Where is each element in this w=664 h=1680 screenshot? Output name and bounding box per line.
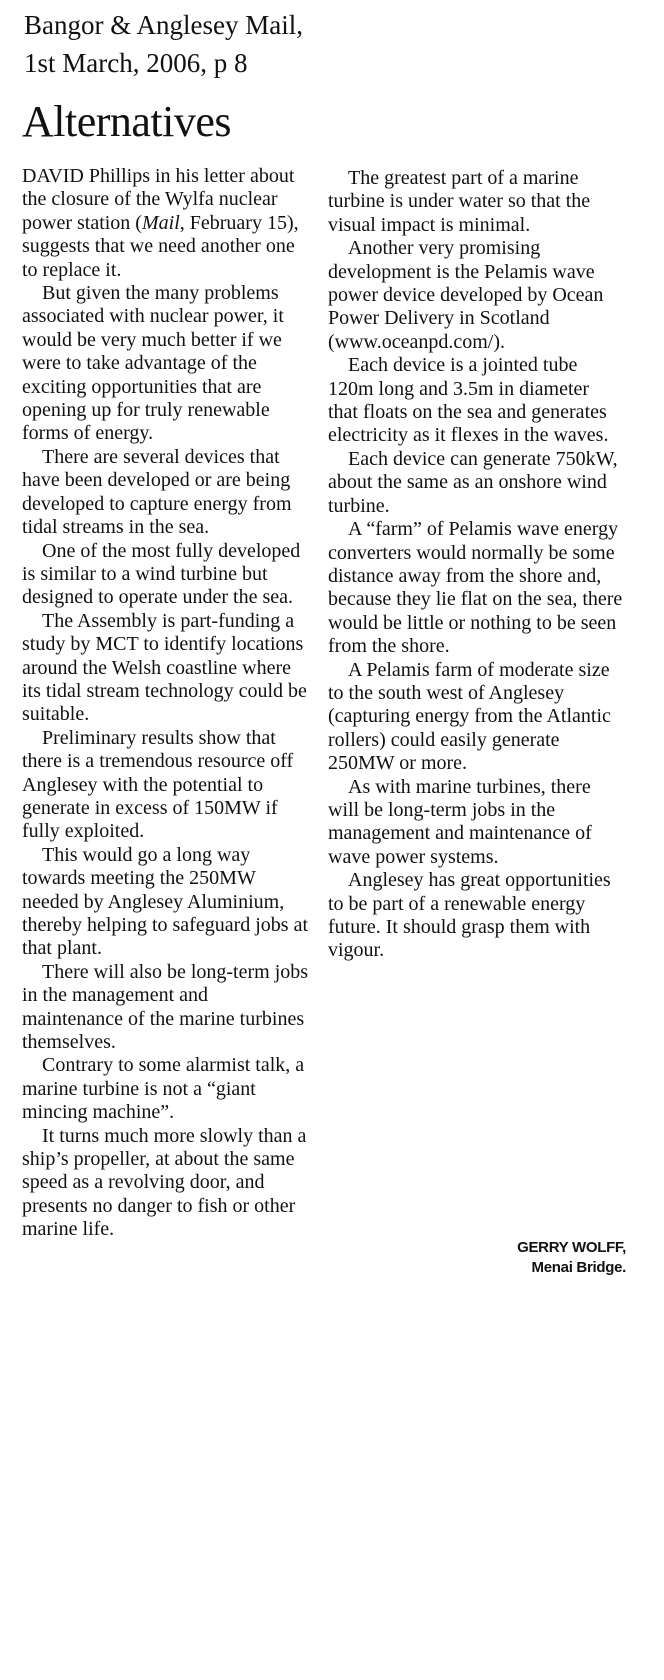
- source-line-publication: Bangor & Anglesey Mail,: [24, 10, 303, 40]
- source-citation: [24, 6, 644, 82]
- article-column-1: [22, 165, 312, 1242]
- paragraph: The greatest part of a marine turbine is under water so that the visual impact is minimal.: [328, 167, 591, 236]
- paragraph: One of the most fully developed is similar to a wind turbine but designed to operate under the sea.: [22, 539, 301, 609]
- paragraph: Each device can generate 750kW, about the same as an onshore wind turbine.: [328, 447, 618, 517]
- paragraph: A Pelamis farm of moderate size to the south west of Anglesey (capturing energy from the Atlantic rollers) could easily generate 250MW or more.: [328, 658, 611, 775]
- signature-place: Menai Bridge.: [531, 1259, 626, 1276]
- signature-name: GERRY WOLFF,: [517, 1239, 626, 1256]
- paragraph: This would go a long way towards meeting the 250MW needed by Anglesey Aluminium, thereby helping to safeguard jobs at that plant.: [22, 843, 309, 960]
- paragraph: There will also be long-term jobs in the management and maintenance of the marine turbines themselves.: [22, 960, 309, 1054]
- article-title: Alternatives: [22, 97, 232, 146]
- paragraph: Each device is a jointed tube 120m long and 3.5m in diameter that floats on the sea and generates electricity as it flexes in the waves.: [328, 354, 609, 447]
- paragraph: As with marine turbines, there will be long-term jobs in the management and maintenance of wave power systems.: [328, 775, 592, 868]
- signature: [517, 1238, 626, 1278]
- paragraph: It turns much more slowly than a ship’s propeller, at about the same speed as a revolving door, and presents no danger to fish or other marine life.: [22, 1124, 307, 1241]
- paragraph: Another very promising development is the Pelamis wave power device developed by Ocean Power Delivery in Scotland (www.oceanpd.com/).: [328, 237, 604, 353]
- paragraph-italic: Mail: [141, 211, 180, 234]
- paragraph: A “farm” of Pelamis wave energy converters would normally be some distance away from the shore and, because they lie flat on the sea, there would be little or nothing to be seen from the shore.: [328, 518, 623, 658]
- paragraph: But given the many problems associated with nuclear power, it would be very much better if we were to take advantage of the exciting opportunities that are opening up for truly renewable forms of energy.: [22, 282, 284, 445]
- paragraph: There are several devices that have been developed or are being developed to capture energy from tidal streams in the sea.: [22, 445, 292, 539]
- paragraph-text: DAVID Phillips in his letter about the closure of the Wylfa nuclear power station (: [22, 165, 295, 234]
- paragraph: The Assembly is part-funding a study by MCT to identify locations around the Welsh coastline where its tidal stream technology could be suitable.: [22, 609, 307, 726]
- paragraph: Preliminary results show that there is a tremendous resource off Anglesey with the potential to generate in excess of 150MW if fully exploited.: [22, 726, 294, 843]
- article-column-2: [328, 167, 624, 963]
- paragraph: [22, 165, 312, 282]
- paragraph: Anglesey has great opportunities to be part of a renewable energy future. It should grasp them with vigour.: [328, 869, 611, 962]
- paragraph: Contrary to some alarmist talk, a marine turbine is not a “giant mincing machine”.: [22, 1054, 305, 1124]
- source-line-date: 1st March, 2006, p 8: [24, 48, 248, 78]
- paragraph-text: , February 15), suggests that we need another one to replace it.: [22, 211, 299, 281]
